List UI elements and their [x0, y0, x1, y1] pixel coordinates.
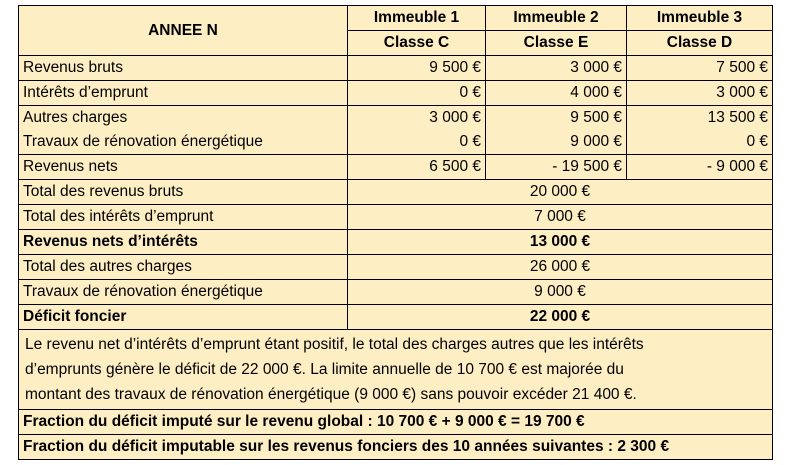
building-2-name: Immeuble 2	[486, 6, 627, 31]
row-revenus-bruts	[19, 56, 773, 81]
explanation-row	[19, 330, 773, 410]
fraction-imputee-row	[19, 410, 773, 435]
cell-value: 3 000 €	[348, 106, 486, 131]
annee-header: ANNEE N	[19, 6, 348, 56]
total-deficit-foncier	[19, 305, 773, 330]
cell-value: 0 €	[348, 130, 486, 155]
row-label: Revenus bruts	[19, 56, 348, 81]
row-label: Intérêts d’emprunt	[19, 81, 348, 106]
cell-value: 7 500 €	[627, 56, 773, 81]
total-label: Travaux de rénovation énergétique	[19, 280, 348, 305]
total-value: 26 000 €	[348, 255, 773, 280]
total-value: 7 000 €	[348, 205, 773, 230]
cell-value: 3 000 €	[627, 81, 773, 106]
building-1-name: Immeuble 1	[348, 6, 486, 31]
header-row	[19, 6, 773, 31]
row-revenus-nets	[19, 155, 773, 180]
fraction-imputable-row	[19, 435, 773, 460]
row-travaux	[19, 130, 773, 155]
cell-value: 4 000 €	[486, 81, 627, 106]
total-value: 20 000 €	[348, 180, 773, 205]
row-interets-emprunt	[19, 81, 773, 106]
cell-value: 0 €	[627, 130, 773, 155]
building-2-classe: Classe E	[486, 31, 627, 56]
total-value: 9 000 €	[348, 280, 773, 305]
total-value: 13 000 €	[348, 230, 773, 255]
row-autres-charges	[19, 106, 773, 131]
total-revenus-nets-interets	[19, 230, 773, 255]
total-label: Total des revenus bruts	[19, 180, 348, 205]
fraction-imputee: Fraction du déficit imputé sur le revenu global : 10 700 € + 9 000 € = 19 700 €	[19, 410, 773, 435]
total-travaux	[19, 280, 773, 305]
paragraph-line: Le revenu net d’intérêts d’emprunt étant positif, le total des charges autres que les intérêts	[25, 336, 644, 353]
cell-value: 13 500 €	[627, 106, 773, 131]
total-interets-emprunt	[19, 205, 773, 230]
paragraph-line: montant des travaux de rénovation énergétique (9 000 €) sans pouvoir excéder 21 400 €.	[25, 386, 637, 403]
cell-value: 9 500 €	[486, 106, 627, 131]
explanation-paragraph	[19, 330, 773, 410]
total-value: 22 000 €	[348, 305, 773, 330]
paragraph-line: d’emprunts génère le déficit de 22 000 €. La limite annuelle de 10 700 € est majorée du	[25, 361, 624, 378]
total-label: Déficit foncier	[19, 305, 348, 330]
cell-value: - 19 500 €	[486, 155, 627, 180]
cell-value: 3 000 €	[486, 56, 627, 81]
cell-value: - 9 000 €	[627, 155, 773, 180]
row-label: Revenus nets	[19, 155, 348, 180]
building-3-name: Immeuble 3	[627, 6, 773, 31]
row-label: Travaux de rénovation énergétique	[19, 130, 348, 155]
building-3-classe: Classe D	[627, 31, 773, 56]
total-autres-charges	[19, 255, 773, 280]
fraction-imputable: Fraction du déficit imputable sur les revenus fonciers des 10 années suivantes : 2 300 €	[19, 435, 773, 460]
building-1-classe: Classe C	[348, 31, 486, 56]
total-label: Total des autres charges	[19, 255, 348, 280]
cell-value: 9 500 €	[348, 56, 486, 81]
cell-value: 9 000 €	[486, 130, 627, 155]
cell-value: 0 €	[348, 81, 486, 106]
deficit-foncier-table	[18, 5, 773, 460]
total-label: Revenus nets d’intérêts	[19, 230, 348, 255]
total-label: Total des intérêts d’emprunt	[19, 205, 348, 230]
row-label: Autres charges	[19, 106, 348, 131]
cell-value: 6 500 €	[348, 155, 486, 180]
total-revenus-bruts	[19, 180, 773, 205]
